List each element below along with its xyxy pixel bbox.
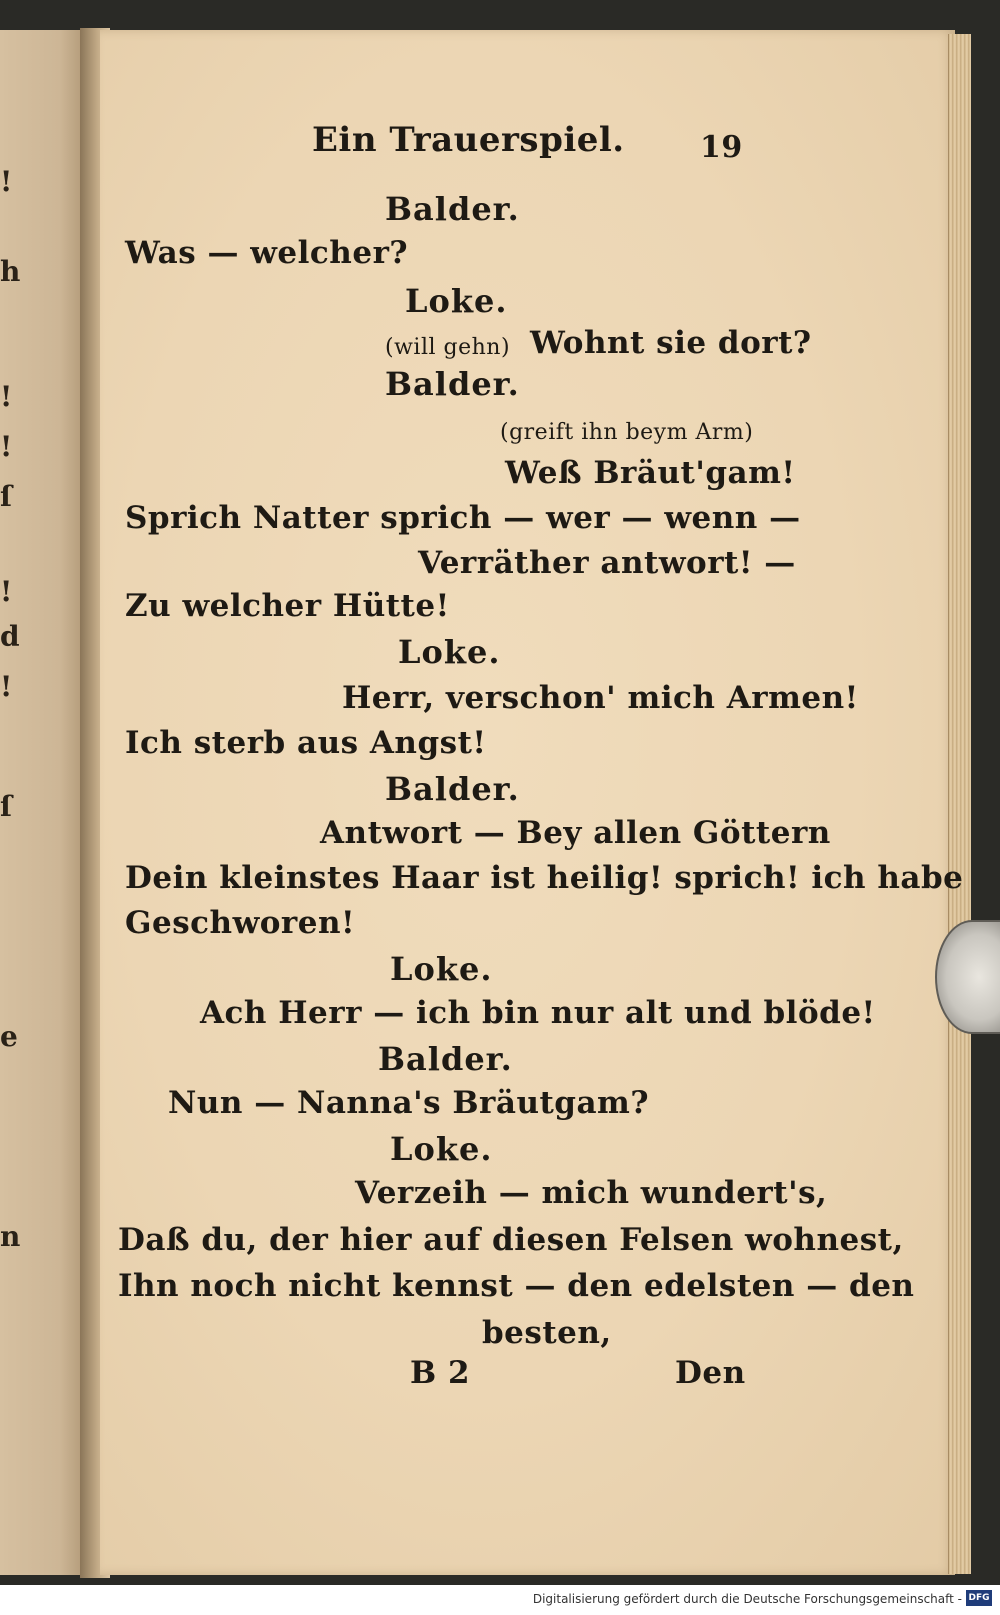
speaker-name: Balder. — [385, 770, 520, 808]
dfg-logo: DFG — [966, 1590, 992, 1606]
speaker-name: Loke. — [398, 633, 501, 671]
speaker-name: Balder. — [385, 365, 520, 403]
verse-line: Weß Bräut'gam! — [505, 455, 796, 491]
stage-direction: (greift ihn beym Arm) — [500, 420, 754, 445]
verse-line: Geschworen! — [125, 905, 356, 941]
page-block-edge — [948, 34, 971, 1574]
left-page-glyph: ! — [0, 430, 13, 463]
left-page-glyph: n — [0, 1220, 21, 1253]
verse-line: Wohnt sie dort? — [530, 325, 812, 361]
verse-line: Dein kleinstes Haar ist heilig! sprich! ich habe — [125, 860, 964, 896]
left-page-glyph: ! — [0, 670, 13, 703]
verse-line: Verzeih — mich wundert's, — [355, 1175, 828, 1211]
verse-line: Antwort — Bey allen Göttern — [320, 815, 831, 851]
previous-page-edge — [0, 30, 88, 1575]
verse-line: Sprich Natter sprich — wer — wenn — — [125, 500, 801, 536]
catchword: Den — [675, 1355, 746, 1391]
running-head: Ein Trauerspiel. — [312, 120, 625, 160]
speaker-name: Loke. — [390, 1130, 493, 1168]
left-page-glyph: ! — [0, 575, 13, 608]
signature-mark: B 2 — [410, 1355, 471, 1391]
verse-line: Ihn noch nicht kennst — den edelsten — den — [118, 1268, 915, 1304]
verse-line: Ich sterb aus Angst! — [125, 725, 487, 761]
verse-line: Herr, verschon' mich Armen! — [342, 680, 859, 716]
left-page-glyph: e — [0, 1020, 18, 1053]
verse-line: Was — welcher? — [125, 235, 409, 271]
verse-line: besten, — [482, 1315, 612, 1351]
left-page-glyph: ! — [0, 380, 13, 413]
verse-line: Verräther antwort! — — [418, 545, 796, 581]
verse-line: Daß du, der hier auf diesen Felsen wohnest, — [118, 1222, 904, 1258]
verse-line: Nun — Nanna's Bräutgam? — [168, 1085, 650, 1121]
speaker-name: Loke. — [390, 950, 493, 988]
page-number: 19 — [700, 130, 743, 165]
left-page-glyph: ! — [0, 165, 13, 198]
stage-direction: (will gehn) — [385, 335, 511, 360]
verse-line: Ach Herr — ich bin nur alt und blöde! — [200, 995, 876, 1031]
left-page-glyph: h — [0, 255, 21, 288]
left-page-glyph: ſ — [0, 480, 13, 513]
verse-line: Zu welcher Hütte! — [125, 588, 450, 624]
digitization-credit: Digitalisierung gefördert durch die Deutsche Forschungsgemeinschaft - — [532, 1592, 962, 1606]
speaker-name: Balder. — [378, 1040, 513, 1078]
speaker-name: Loke. — [405, 282, 508, 320]
page-clip — [935, 920, 1000, 1034]
left-page-glyph: d — [0, 620, 20, 653]
left-page-glyph: ſ — [0, 790, 13, 823]
speaker-name: Balder. — [385, 190, 520, 228]
